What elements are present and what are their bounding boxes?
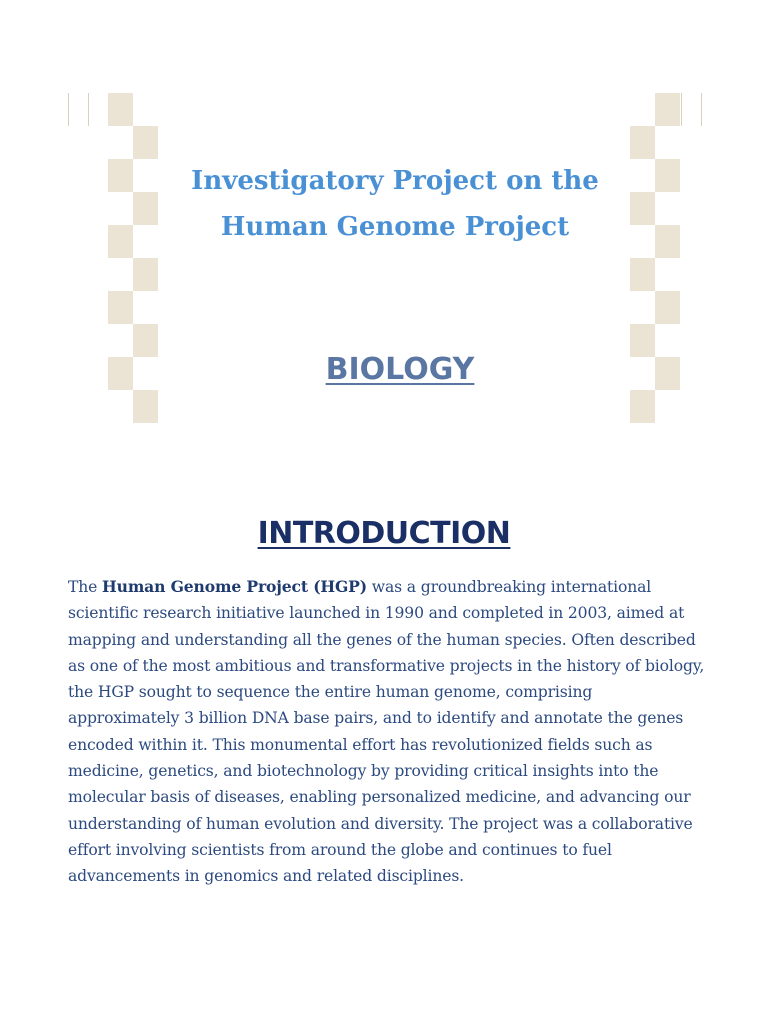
- section-heading: [68, 512, 700, 556]
- subject-text: BIOLOGY: [325, 352, 475, 387]
- border-line-right-outer: [701, 93, 702, 126]
- intro-lead-word: The: [68, 578, 98, 596]
- checker-square: [108, 159, 133, 192]
- border-line-left-inner: [88, 93, 89, 126]
- checker-square: [630, 324, 655, 357]
- border-line-left-outer: [68, 93, 69, 126]
- section-heading-text: INTRODUCTION: [257, 516, 511, 551]
- title-line-2: Human Genome Project: [220, 212, 570, 242]
- intro-term: Human Genome Project (HGP): [102, 577, 367, 596]
- checker-border-left: [108, 93, 158, 423]
- intro-text: was a groundbreaking international scientific research initiative launched in 1990 and completed in 2003, aimed at mapping and understanding all the genes of the human species. Often described as one of the most ambitious and transformative projects in the history of biology, the HGP sought to sequence the entire human genome, comprising approximately 3 billion DNA base pairs, and to identify and annotate the genes encoded within it. This monumental effort has revolutionized fields such as medicine, genetics, and biotechnology by providing critical insights into the molecular basis of diseases, enabling personalized medicine, and advancing our understanding of human evolution and diversity. The project was a collaborative effort involving scientists from around the globe and continues to fuel advancements in genomics and related disciplines.: [68, 578, 705, 886]
- checker-square: [630, 390, 655, 423]
- checker-square: [655, 357, 680, 390]
- border-line-right-inner: [681, 93, 682, 126]
- checker-square: [630, 258, 655, 291]
- subject-heading: [200, 348, 600, 392]
- checker-square: [108, 93, 133, 126]
- checker-square: [655, 159, 680, 192]
- intro-paragraph: [68, 574, 708, 890]
- document-title: [150, 158, 640, 250]
- title-line-1: Investigatory Project on the: [191, 166, 599, 196]
- checker-square: [655, 291, 680, 324]
- checker-square: [133, 258, 158, 291]
- checker-square: [655, 225, 680, 258]
- checker-square: [630, 126, 655, 159]
- checker-square: [655, 93, 680, 126]
- checker-border-right: [630, 93, 680, 423]
- checker-square: [108, 225, 133, 258]
- checker-square: [108, 291, 133, 324]
- checker-square: [133, 324, 158, 357]
- checker-square: [108, 357, 133, 390]
- checker-square: [133, 390, 158, 423]
- checker-square: [133, 126, 158, 159]
